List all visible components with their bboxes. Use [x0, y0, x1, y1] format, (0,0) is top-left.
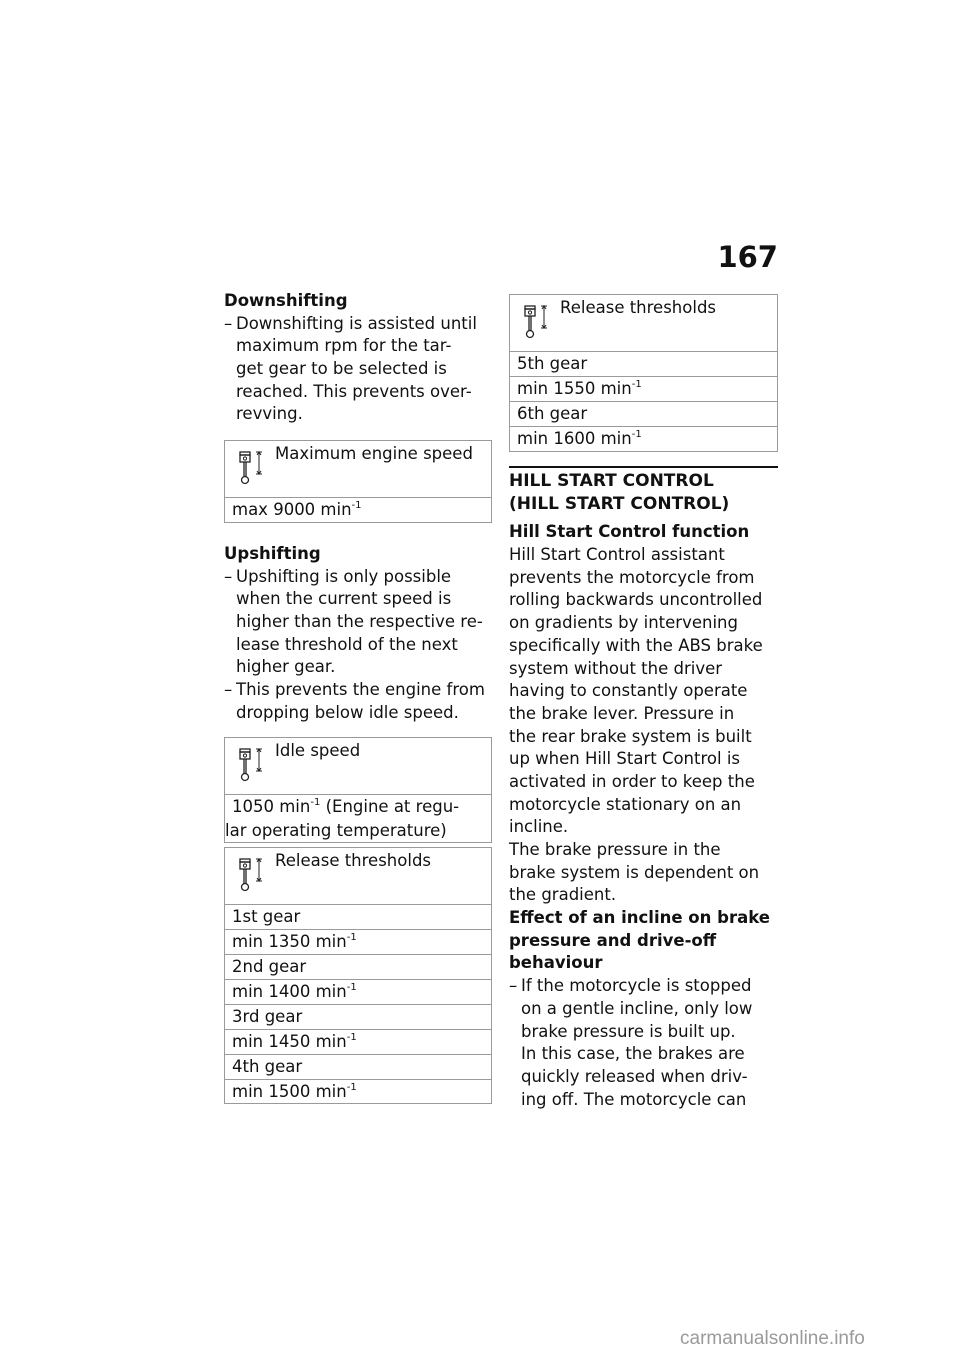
gear-label: 1st gear [232, 907, 301, 926]
threshold-row [510, 377, 777, 402]
unit-exponent: -1 [631, 429, 642, 440]
text-line: Hill Start Control assistant [509, 545, 725, 565]
text-line: brake system is dependent on [509, 862, 760, 882]
text-line: on gradients by intervening [509, 613, 738, 633]
text-line: higher gear. [236, 657, 336, 677]
spec-title: Idle speed [275, 741, 361, 760]
upshifting-bullet-2 [224, 679, 492, 724]
text-line: get gear to be selected is [236, 359, 447, 379]
section-title: HILL START CONTROL [509, 471, 714, 491]
gear-row [510, 402, 777, 427]
spec-title: Release thresholds [275, 851, 432, 870]
threshold-value: min 1550 min [517, 379, 632, 398]
text-line: Effect of an incline on brake [509, 908, 770, 928]
text-line: ing off. The motorcycle can [521, 1089, 747, 1109]
spec-note-cont: lar operating temperature) [225, 820, 447, 840]
gear-label: 6th gear [517, 404, 588, 423]
text-line: quickly released when driv- [521, 1066, 748, 1086]
section-title-sub: (HILL START CONTROL) [509, 493, 730, 514]
text-line: The brake pressure in the [509, 840, 721, 860]
threshold-row [510, 427, 777, 451]
text-line: incline. [509, 817, 569, 837]
gear-label: 3rd gear [232, 1007, 303, 1026]
downshifting-section [224, 290, 492, 426]
gear-row [225, 1055, 491, 1080]
text-line: lease threshold of the next [236, 634, 458, 654]
watermark: carmanualsonline.info [680, 1328, 865, 1349]
idle-speed-spec-box [224, 737, 492, 843]
gear-label: 2nd gear [232, 957, 307, 976]
incline-bullet [509, 975, 778, 1111]
downshifting-heading: Downshifting [224, 291, 348, 310]
upshifting-section [224, 543, 492, 725]
spec-title: Release thresholds [560, 298, 717, 317]
threshold-value: min 1450 min [232, 1032, 347, 1051]
spec-value: 1050 min [232, 797, 311, 816]
threshold-value: min 1400 min [232, 982, 347, 1001]
text-line: reached. This prevents over- [236, 381, 472, 401]
text-line: the brake lever. Pressure in [509, 703, 735, 723]
threshold-value: min 1500 min [232, 1082, 347, 1101]
section-rule [509, 466, 778, 468]
function-heading: Hill Start Control function [509, 522, 750, 542]
max-speed-spec-box [224, 440, 492, 523]
text-line: system without the driver [509, 658, 723, 678]
gear-row [225, 905, 491, 930]
text-line: brake pressure is built up. [521, 1021, 736, 1041]
gear-row [225, 1005, 491, 1030]
text-line: activated in order to keep the [509, 771, 755, 791]
text-line: – Downshifting is assisted until [236, 313, 492, 336]
spec-value: max 9000 min [232, 500, 352, 519]
text-line: prevents the motorcycle from [509, 567, 755, 587]
unit-exponent: -1 [631, 379, 642, 390]
text-line: the gradient. [509, 885, 617, 905]
text-line: – If the motorcycle is stopped [521, 975, 778, 998]
text-line: rolling backwards uncontrolled [509, 590, 763, 610]
unit-exponent: -1 [310, 797, 321, 808]
threshold-row [225, 980, 491, 1005]
piston-stroke-icon [523, 304, 549, 340]
text-line: up when Hill Start Control is [509, 749, 741, 769]
text-line: maximum rpm for the tar- [236, 336, 452, 356]
text-line: In this case, the brakes are [521, 1044, 745, 1064]
text-line: pressure and drive-off [509, 930, 717, 950]
threshold-value: min 1350 min [232, 932, 347, 951]
upshifting-heading: Upshifting [224, 544, 321, 563]
gear-row [510, 352, 777, 377]
text-line: when the current speed is [236, 589, 452, 609]
page-number: 167 [717, 240, 778, 274]
piston-stroke-icon [238, 747, 264, 783]
text-line: dropping below idle speed. [236, 702, 459, 722]
threshold-row [225, 1080, 491, 1104]
unit-exponent: -1 [346, 932, 357, 943]
text-line: – This prevents the engine from [236, 679, 492, 702]
piston-stroke-icon [238, 450, 264, 486]
hill-start-section [509, 470, 778, 1111]
upshifting-bullet-1 [224, 566, 492, 679]
body-text [509, 544, 778, 907]
threshold-row [225, 1030, 491, 1055]
gear-label: 4th gear [232, 1057, 303, 1076]
release-thresholds-box-1 [224, 847, 492, 1104]
gear-row [225, 955, 491, 980]
text-line: specifically with the ABS brake [509, 635, 763, 655]
text-line: on a gentle incline, only low [521, 998, 753, 1018]
text-line: – Upshifting is only possible [236, 566, 492, 589]
effect-heading [509, 907, 778, 975]
unit-exponent: -1 [346, 1032, 357, 1043]
release-thresholds-box-2 [509, 294, 778, 452]
unit-exponent: -1 [351, 500, 362, 511]
text-line: behaviour [509, 953, 603, 973]
text-line: having to constantly operate [509, 681, 748, 701]
threshold-row [225, 930, 491, 955]
text-line: the rear brake system is built [509, 726, 752, 746]
piston-stroke-icon [238, 857, 264, 893]
threshold-value: min 1600 min [517, 429, 632, 448]
spec-note: (Engine at regu- [320, 797, 460, 816]
unit-exponent: -1 [346, 1082, 357, 1093]
gear-label: 5th gear [517, 354, 588, 373]
spec-title: Maximum engine speed [275, 444, 473, 463]
text-line: motorcycle stationary on an [509, 794, 742, 814]
text-line: higher than the respective re- [236, 612, 483, 632]
downshifting-bullet [224, 313, 492, 426]
text-line: revving. [236, 404, 303, 424]
unit-exponent: -1 [346, 982, 357, 993]
